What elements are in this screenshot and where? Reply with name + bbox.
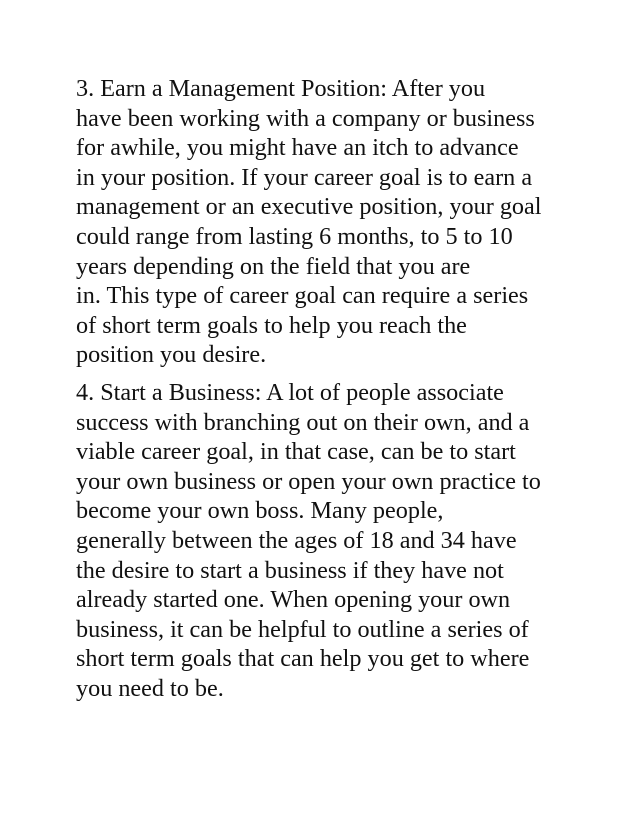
text-line: business, it can be helpful to outline a series of (76, 615, 529, 643)
text-line: of short term goals to help you reach the (76, 311, 467, 339)
paragraph-earn-management-position (76, 74, 576, 370)
text-line: success with branching out on their own, and a (76, 408, 530, 436)
text-line: viable career goal, in that case, can be to start (76, 438, 516, 466)
text-line: in. This type of career goal can require a series (76, 282, 529, 310)
text-line: short term goals that can help you get to where (76, 645, 530, 673)
text-line: for awhile, you might have an itch to advance (76, 134, 519, 162)
text-line: your own business or open your own practice to (76, 467, 541, 495)
text-line: you need to be. (76, 674, 224, 702)
text-line: generally between the ages of 18 and 34 have (76, 526, 517, 554)
text-line: position you desire. (76, 341, 267, 369)
document-body (76, 74, 576, 703)
text-line: become your own boss. Many people, (76, 497, 444, 525)
text-line: management or an executive position, your goal (76, 193, 542, 221)
text-line: 3. Earn a Management Position: After you (76, 75, 486, 102)
text-line: in your position. If your career goal is to earn a (76, 163, 533, 191)
text-line: years depending on the field that you are (76, 252, 471, 280)
text-line: have been working with a company or business (76, 104, 535, 132)
text-line: the desire to start a business if they have not (76, 556, 504, 584)
text-line: 4. Start a Business: A lot of people associate (76, 378, 504, 406)
paragraph-start-business (76, 378, 576, 704)
text-line: already started one. When opening your own (76, 586, 511, 614)
text-line: could range from lasting 6 months, to 5 to 10 (76, 222, 513, 250)
